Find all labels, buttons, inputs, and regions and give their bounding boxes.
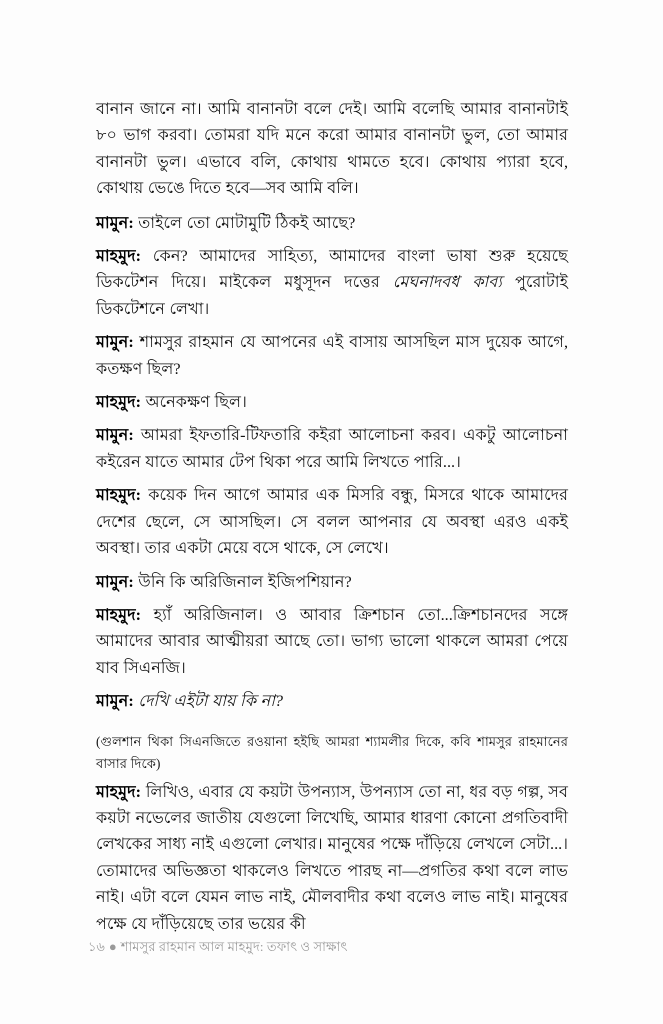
dialogue-text: আমরা ইফতারি-টিফতারি কইরা আলোচনা করব। একটু আলোচনা কইরেন যাতে আমার টেপ থিকা পরে আমি লিখতে পারি...। bbox=[96, 426, 568, 471]
speaker-label: মামুন: bbox=[96, 426, 134, 445]
running-title: শামসুর রাহমান আল মাহমুদ: তফাৎ ও সাক্ষাৎ bbox=[120, 939, 348, 954]
dialogue-paragraph bbox=[96, 389, 568, 415]
speaker-label: মাহমুদ: bbox=[96, 393, 142, 412]
dialogue-text: কয়েক দিন আগে আমার এক মিসরি বন্ধু, মিসরে থাকে আমাদের দেশের ছেলে, সে আসছিল। সে বলল আপনার যে অবস্থা এরও একই অবস্থা। তার একটা মেয়ে বসে থাকে, সে লেখে। bbox=[96, 486, 568, 558]
speaker-label: মাহমুদ: bbox=[96, 486, 142, 505]
dialogue-text-tail: পুরোটাই ডিকটেশনে লেখা। bbox=[96, 273, 568, 318]
speaker-label: মামুন: bbox=[96, 333, 134, 352]
page-number: ১৬ bbox=[88, 939, 105, 954]
text-column bbox=[96, 96, 568, 944]
dialogue-text: লিখিও, এবার যে কয়টা উপন্যাস, উপন্যাস তো না, ধর বড় গল্প, সব কয়টা নভেলের জাতীয় যেগুলো লিখেছি, আমার ধারণা কোনো প্রগতিবাদী লেখকের সাধ্য নাই এগুলো লেখার। মানুষের পক্ষে দাঁড়িয়ে লেখলে সেটা...। তোমাদের অভিজ্ঞতা থাকলেও লিখতে পারছ না—প্রগতির কথা বলে লাভ নাই। এটা বলে যেমন লাভ নাই, মৌলবাদীর কথা বলেও লাভ নাই। মানুষের পক্ষে যে দাঁড়িয়েছে তার ভয়ের কী bbox=[96, 782, 568, 933]
page-footer bbox=[88, 938, 568, 956]
dialogue-text: তাইলে তো মোটামুটি ঠিকই আছে? bbox=[133, 213, 356, 232]
speaker-label: মাহমুদ: bbox=[96, 247, 142, 266]
speaker-label: মামুন: bbox=[96, 213, 134, 232]
bullet-icon: ● bbox=[108, 939, 117, 954]
dialogue-text: দেখি এইটা যায় কি না? bbox=[133, 692, 284, 711]
paragraph-continuation: বানান জানে না। আমি বানানটা বলে দেই। আমি বলেছি আমার বানানটাই ৮০ ভাগ করবা। তোমরা যদি মনে করো আমার বানানটা ভুল, তো আমার বানানটা ভুল। এভাবে বলি, কোথায় থামতে হবে। কোথায় প্যারা হবে, কোথায় ভেঙে দিতে হবে—সব আমি বলি। bbox=[96, 100, 568, 198]
dialogue-text: শামসুর রাহমান যে আপনের এই বাসায় আসছিল মাস দুয়েক আগে, কতক্ষণ ছিল? bbox=[96, 333, 568, 378]
dialogue-text: অনেকক্ষণ ছিল। bbox=[141, 393, 247, 412]
dialogue-paragraph bbox=[96, 482, 568, 561]
book-title: মেঘনাদবধ কাব্য bbox=[392, 273, 502, 292]
dialogue-text: হ্যাঁ অরিজিনাল। ও আবার ক্রিশচান তো...ক্রিশচানদের সঙ্গে আমাদের আবার আত্মীয়রা আছে তো। ভাগ্য ভালো থাকলে আমরা পেয়ে যাব সিএনজি। bbox=[96, 605, 568, 677]
dialogue-paragraph bbox=[96, 210, 568, 236]
dialogue-paragraph bbox=[96, 329, 568, 382]
speaker-label: মাহমুদ: bbox=[96, 782, 142, 801]
dialogue-paragraph bbox=[96, 243, 568, 322]
dialogue-paragraph bbox=[96, 602, 568, 681]
dialogue-paragraph bbox=[96, 569, 568, 595]
speaker-label: মামুন: bbox=[96, 572, 134, 591]
dialogue-paragraph bbox=[96, 688, 568, 714]
speaker-label: মামুন: bbox=[96, 692, 134, 711]
dialogue-paragraph-final bbox=[96, 779, 568, 937]
dialogue-text: উনি কি অরিজিনাল ইজিপশিয়ান? bbox=[133, 572, 352, 591]
speaker-label: মাহমুদ: bbox=[96, 605, 142, 624]
dialogue-text: কেন? আমাদের সাহিত্য, আমাদের বাংলা ভাষা শুরু হয়েছে ডিকটেশন দিয়ে। মাইকেল মধুসূদন দত্তের bbox=[96, 247, 568, 292]
dialogue-paragraph bbox=[96, 422, 568, 475]
stage-direction: (গুলশান থিকা সিএনজিতে রওয়ানা হইছি আমরা শ্যামলীর দিকে, কবি শামসুর রাহমানের বাসার দিকে) bbox=[96, 733, 568, 771]
